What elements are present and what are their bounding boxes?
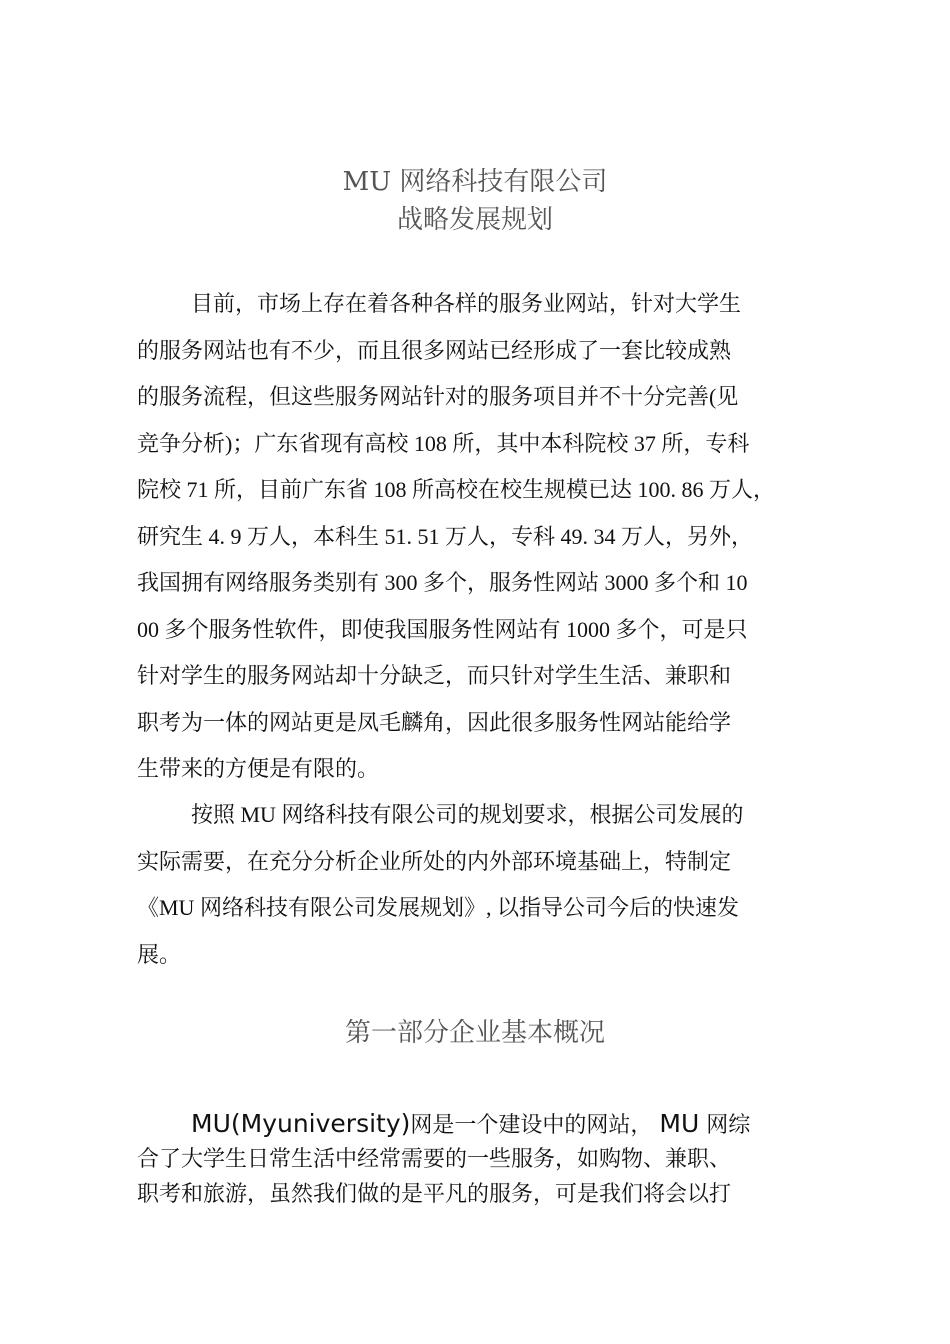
paragraph-line: 的服务流程，但这些服务网站针对的服务项目并不十分完善(见: [137, 384, 739, 409]
title-line-company: MU 网络科技有限公司: [342, 167, 608, 197]
paragraph-line: 合了大学生日常生活中经常需要的一些服务，如购物、兼职、: [137, 1147, 732, 1172]
paragraph-overview: [137, 1106, 837, 1212]
paragraph-line: 针对学生的服务网站却十分缺乏，而只针对学生生活、兼职和: [137, 663, 732, 688]
paragraph-line: 职考和旅游，虽然我们做的是平凡的服务，可是我们将会以打: [137, 1182, 732, 1207]
document-title: [0, 163, 950, 239]
paragraph-planning: [137, 792, 837, 978]
section-heading: 第一部分企业基本概况: [344, 1018, 605, 1048]
text-run: 网是一个建设中的网站，: [410, 1113, 653, 1138]
paragraph-line: 研究生 4. 9 万人，本科生 51. 51 万人，专科 49. 34 万人，另外，: [137, 523, 754, 549]
paragraph-line: 生带来的方便是有限的。: [137, 756, 380, 781]
paragraph-line: 展。: [137, 941, 182, 967]
paragraph-line: 00 多个服务性软件，即使我国服务性网站有 1000 多个，可是只: [137, 616, 748, 642]
title-line-subtitle: 战略发展规划: [396, 205, 553, 235]
paragraph-line: 院校 71 所，目前广东省 108 所高校在校生规模已达 100. 86 万人，: [137, 477, 776, 502]
paragraph-line: 我国拥有网络服务类别有 300 多个，服务性网站 3000 多个和 10: [137, 570, 748, 595]
paragraph-line: 实际需要，在充分分析企业所处的内外部环境基础上，特制定: [137, 848, 732, 874]
paragraph-market: [137, 281, 837, 793]
brand-name: MU(Myuniversity): [191, 1109, 411, 1138]
paragraph-line: [137, 1106, 837, 1142]
paragraph-line: 职考为一体的网站更是凤毛麟角，因此很多服务性网站能给学: [137, 709, 732, 735]
paragraph-line: 的服务网站也有不少，而且很多网站已经形成了一套比较成熟: [137, 337, 732, 363]
paragraph-line: 目前，市场上存在着各种各样的服务业网站，针对大学生: [191, 291, 742, 316]
paragraph-line: 《MU 网络科技有限公司发展规划》, 以指导公司今后的快速发: [137, 895, 739, 920]
paragraph-line: 按照 MU 网络科技有限公司的规划要求，根据公司发展的: [191, 802, 744, 827]
text-run: 网综: [706, 1113, 751, 1138]
paragraph-line: 竞争分析)；广东省现有高校 108 所，其中本科院校 37 所，专科: [137, 430, 750, 456]
brand-name: MU: [659, 1109, 700, 1138]
